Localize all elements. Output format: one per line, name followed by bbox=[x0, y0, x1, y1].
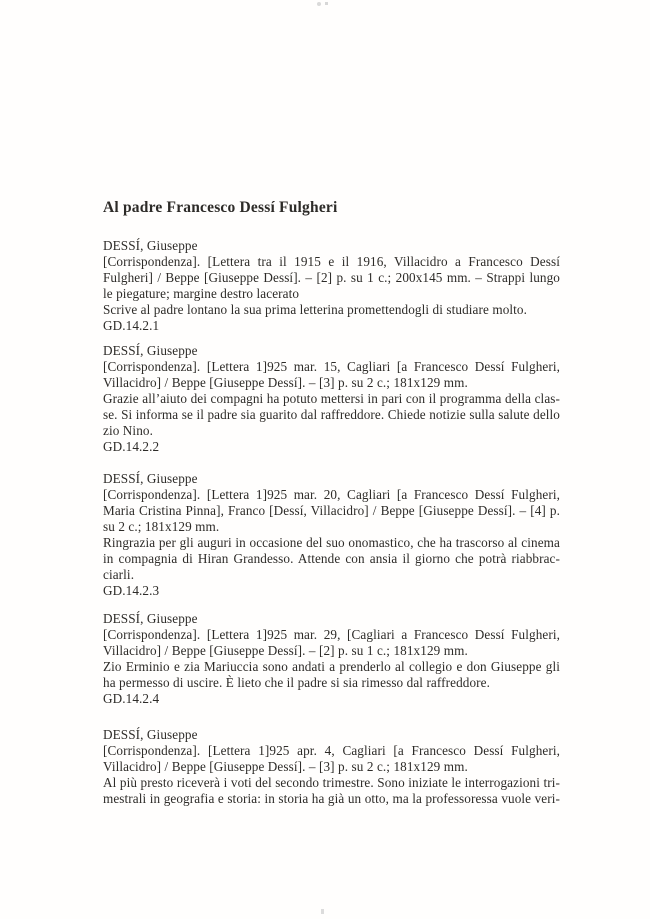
entry-abstract-line-text: Zio Erminio e zia Mariuccia sono andati a prenderlo al collegio e don Giuseppe gli bbox=[103, 659, 560, 674]
entry-abstract-line bbox=[103, 302, 560, 318]
entry-description-line-text: Fulgheri] / Beppe [Giuseppe Dessí]. – [2] p. su 1 c.; 200x145 mm. – Strappi lungo bbox=[103, 270, 560, 285]
catalog-entry bbox=[103, 471, 560, 599]
entry-id-text: GD.14.2.1 bbox=[103, 318, 160, 333]
entry-author-text: DESSÍ, Giuseppe bbox=[103, 343, 198, 358]
entry-abstract-line-text: Scrive al padre lontano la sua prima letterina promettendogli di studiare molto. bbox=[103, 302, 528, 317]
entry-author bbox=[103, 343, 560, 359]
entry-author bbox=[103, 238, 560, 254]
scan-artifact-bottom-icon bbox=[321, 909, 324, 914]
entry-description-line bbox=[103, 743, 560, 759]
entry-abstract-line bbox=[103, 407, 560, 423]
entry-abstract-line bbox=[103, 423, 560, 439]
scan-artifact-top-dot-icon bbox=[317, 2, 321, 6]
entry-abstract-line bbox=[103, 391, 560, 407]
entry-abstract-line-text: ciarli. bbox=[103, 567, 135, 582]
entry-description-line-text: [Corrispondenza]. [Lettera 1]925 mar. 15, Cagliari [a Francesco Dessí Fulgheri, bbox=[103, 359, 560, 374]
entry-description-line-text: [Corrispondenza]. [Lettera 1]925 mar. 29, [Cagliari a Francesco Dessí Fulgheri, bbox=[103, 627, 560, 642]
entry-author bbox=[103, 471, 560, 487]
entry-abstract-line bbox=[103, 567, 560, 583]
entry-author-text: DESSÍ, Giuseppe bbox=[103, 611, 198, 626]
entry-description-line-text: Maria Cristina Pinna], Franco [Dessí, Villacidro] / Beppe [Giuseppe Dessí]. – [4] p. bbox=[103, 503, 560, 518]
entry-description-line bbox=[103, 503, 560, 519]
entry-abstract-line bbox=[103, 775, 560, 791]
entry-abstract-line-text: in compagnia di Hiran Grandesso. Attende con ansia il giorno che potrà riabbrac- bbox=[103, 551, 560, 566]
entry-abstract-line-text: ha permesso di uscire. È lieto che il padre si sia rimesso dal raffreddore. bbox=[103, 675, 491, 690]
entry-id-text: GD.14.2.3 bbox=[103, 583, 160, 598]
entry-id bbox=[103, 583, 560, 599]
entry-description-line bbox=[103, 627, 560, 643]
entry-description-line-text: le piegature; margine destro lacerato bbox=[103, 286, 300, 301]
catalog-entry bbox=[103, 727, 560, 807]
entry-description-line bbox=[103, 270, 560, 286]
entry-description-line bbox=[103, 375, 560, 391]
entry-abstract-line-text: Ringrazia per gli auguri in occasione del suo onomastico, che ha trascorso al cinema bbox=[103, 535, 560, 550]
catalog-entry bbox=[103, 238, 560, 334]
entry-description-line bbox=[103, 254, 560, 270]
entry-abstract-line bbox=[103, 659, 560, 675]
entry-author bbox=[103, 611, 560, 627]
entry-description-line-text: [Corrispondenza]. [Lettera tra il 1915 e il 1916, Villacidro a Francesco Dessí bbox=[103, 254, 560, 269]
entry-description-line bbox=[103, 759, 560, 775]
entry-id-text: GD.14.2.2 bbox=[103, 439, 160, 454]
entry-abstract-line bbox=[103, 535, 560, 551]
entry-description-line bbox=[103, 643, 560, 659]
entry-id bbox=[103, 439, 560, 455]
entry-author-text: DESSÍ, Giuseppe bbox=[103, 238, 198, 253]
entry-description-line bbox=[103, 487, 560, 503]
catalog-entry bbox=[103, 343, 560, 455]
entry-description-line-text: [Corrispondenza]. [Lettera 1]925 mar. 20, Cagliari [a Francesco Dessí Fulgheri, bbox=[103, 487, 560, 502]
entry-author-text: DESSÍ, Giuseppe bbox=[103, 471, 198, 486]
entry-id bbox=[103, 318, 560, 334]
entry-description-line-text: su 2 c.; 181x129 mm. bbox=[103, 519, 220, 534]
entry-id-text: GD.14.2.4 bbox=[103, 691, 160, 706]
entry-abstract-line bbox=[103, 551, 560, 567]
entry-id bbox=[103, 691, 560, 707]
entry-abstract-line-text: zio Nino. bbox=[103, 423, 153, 438]
entry-description-line-text: Villacidro] / Beppe [Giuseppe Dessí]. – [2] p. su 1 c.; 181x129 mm. bbox=[103, 643, 468, 658]
entry-abstract-line-text: Grazie all’aiuto dei compagni ha potuto mettersi in pari con il programma della clas- bbox=[103, 391, 560, 406]
entry-abstract-line-text: se. Si informa se il padre sia guarito dal raffreddore. Chiede notizie sulla salute dello bbox=[103, 407, 560, 422]
entry-description-line-text: Villacidro] / Beppe [Giuseppe Dessí]. – [3] p. su 2 c.; 181x129 mm. bbox=[103, 375, 468, 390]
entry-author bbox=[103, 727, 560, 743]
entry-description-line bbox=[103, 519, 560, 535]
section-title: Al padre Francesco Dessí Fulgheri bbox=[103, 199, 338, 217]
entry-description-line-text: [Corrispondenza]. [Lettera 1]925 apr. 4, Cagliari [a Francesco Dessí Fulgheri, bbox=[103, 743, 560, 758]
entry-description-line-text: Villacidro] / Beppe [Giuseppe Dessí]. – [3] p. su 2 c.; 181x129 mm. bbox=[103, 759, 468, 774]
entry-description-line bbox=[103, 359, 560, 375]
scan-artifact-top-square-icon bbox=[325, 2, 328, 5]
entry-author-text: DESSÍ, Giuseppe bbox=[103, 727, 198, 742]
entry-abstract-line-text: Al più presto riceverà i voti del secondo trimestre. Sono iniziate le interrogazioni tri- bbox=[103, 775, 560, 790]
entry-abstract-line bbox=[103, 675, 560, 691]
catalog-entry bbox=[103, 611, 560, 707]
entry-description-line bbox=[103, 286, 560, 302]
entry-abstract-line bbox=[103, 791, 560, 807]
entry-abstract-line-text: mestrali in geografia e storia: in storia ha già un otto, ma la professoressa vuole veri- bbox=[103, 791, 560, 806]
